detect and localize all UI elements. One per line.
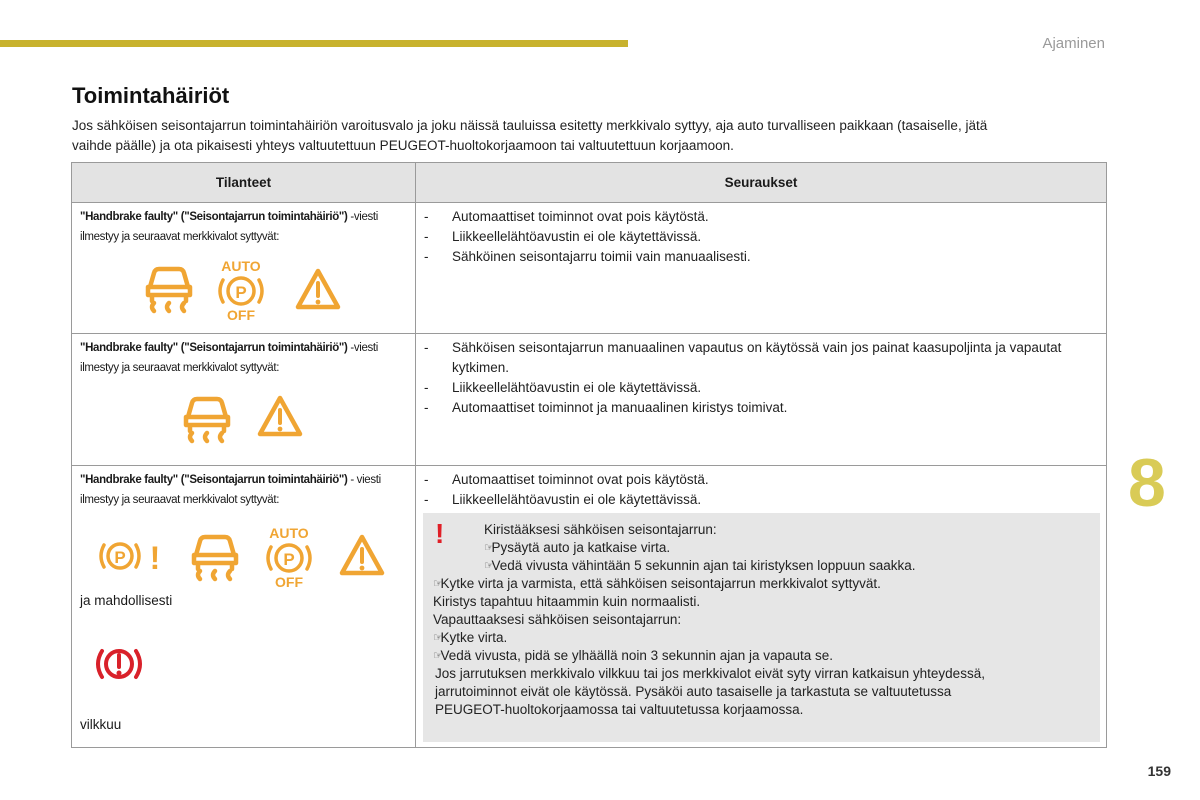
off-label: OFF — [275, 574, 303, 589]
header-accent-bar — [0, 40, 628, 47]
auto-label: AUTO — [221, 258, 261, 274]
note-line — [433, 575, 881, 593]
pointing-hand-icon: ☞ — [433, 632, 443, 644]
auto-off-brake-icon — [262, 525, 316, 589]
note-line: PEUGEOT-huoltokorjaamossa tai valtuutetussa korjaamossa. — [435, 702, 804, 717]
note-line — [433, 647, 833, 665]
situation-bold: "Handbrake faulty" ("Seisontajarrun toimintahäiriö") — [80, 474, 348, 486]
auto-label: AUTO — [269, 525, 309, 541]
column-header-consequences: Seuraukset — [724, 175, 798, 190]
situation-text — [80, 470, 410, 510]
list-item: - Automaattiset toiminnot ovat pois käytöstä. — [424, 207, 1096, 227]
chapter-number: 8 — [1128, 445, 1166, 521]
off-label: OFF — [227, 307, 255, 322]
note-line — [484, 539, 670, 557]
p-letter: P — [283, 550, 295, 569]
note-line — [433, 629, 507, 647]
row-divider — [72, 465, 1106, 466]
note-line: Vapauttaaksesi sähköisen seisontajarrun: — [433, 612, 682, 627]
situation-rest: - viesti ilmestyy ja seuraavat merkkivalot syttyvät: — [80, 474, 381, 506]
intro-line: Jos sähköisen seisontajarrun toimintahäiriön varoitusvalo ja joku näissä tauluissa esitetty merkkivalo syttyy, aja auto turvalliseen paikkaan (tasaiselle, jätä — [72, 118, 988, 133]
warning-triangle-icon — [256, 394, 304, 438]
flashing-label: vilkkuu — [80, 717, 122, 732]
pointing-hand-icon: ☞ — [484, 560, 494, 572]
note-line: jarrutoiminnot eivät ole käytössä. Pysäköi auto tasaiselle ja tarkastuta se valtuutetussa — [435, 684, 952, 699]
exclamation-mark: ! — [149, 540, 161, 576]
intro-line: vaihde päälle) ja ota pikaisesti yhteys valtuutettuun PEUGEOT-huoltokorjaamoon tai valtuutettuun korjaamoon. — [72, 138, 734, 153]
consequences-list — [424, 207, 1096, 267]
situation-text — [80, 338, 410, 378]
note-line-text: Vedä vivusta vähintään 5 sekunnin ajan tai kiristyksen loppuun saakka. — [491, 558, 916, 573]
note-line-text: Kytke virta. — [440, 630, 508, 645]
note-line: Kiristys tapahtuu hitaammin kuin normaalisti. — [433, 594, 701, 609]
list-item: - Liikkeellelähtöavustin ei ole käytettävissä. — [424, 490, 1096, 510]
p-letter: P — [114, 548, 126, 567]
brake-warning-red-icon — [92, 643, 146, 685]
list-item: - Sähköisen seisontajarrun manuaalinen vapautus on käytössä vain jos painat kaasupoljinta ja vapautat kytkimen. — [424, 338, 1096, 378]
list-item: - Liikkeellelähtöavustin ei ole käytettävissä. — [424, 227, 1096, 247]
auto-off-brake-icon — [214, 258, 268, 322]
warning-triangle-icon — [338, 533, 386, 577]
situation-bold: "Handbrake faulty" ("Seisontajarrun toimintahäiriö") — [80, 342, 348, 354]
row-divider — [72, 333, 1106, 334]
warning-triangle-icon — [294, 267, 342, 311]
brake-fault-icon — [98, 535, 164, 577]
situation-rest: -viesti ilmestyy ja seuraavat merkkivalot syttyvät: — [80, 342, 378, 374]
note-line-text: Kytke virta ja varmista, että sähköisen seisontajarrun merkkivalot syttyvät. — [440, 576, 881, 591]
and-possibly-label: ja mahdollisesti — [80, 593, 173, 608]
stability-control-icon — [178, 393, 236, 445]
fault-table — [71, 162, 1107, 748]
section-name: Ajaminen — [1042, 35, 1105, 52]
intro-paragraph — [72, 116, 1132, 156]
pointing-hand-icon: ☞ — [484, 542, 494, 554]
instruction-note-box — [423, 513, 1100, 742]
note-line — [484, 557, 916, 575]
list-item: - Liikkeellelähtöavustin ei ole käytettävissä. — [424, 378, 1096, 398]
list-item: - Sähköinen seisontajarru toimii vain manuaalisesti. — [424, 247, 1096, 267]
situation-text — [80, 207, 410, 247]
column-divider — [415, 163, 416, 747]
warning-exclamation-icon: ! — [435, 518, 445, 549]
consequences-list — [424, 470, 1096, 510]
p-letter: P — [235, 283, 247, 302]
stability-control-icon — [140, 263, 198, 315]
stability-control-icon — [186, 531, 244, 583]
pointing-hand-icon: ☞ — [433, 650, 443, 662]
consequences-list — [424, 338, 1096, 418]
note-line-text: Vedä vivusta, pidä se ylhäällä noin 3 sekunnin ajan ja vapauta se. — [440, 648, 834, 663]
note-line: Jos jarrutuksen merkkivalo vilkkuu tai jos merkkivalot eivät syty virran katkaisun yhteydessä, — [435, 666, 985, 681]
note-line-text: Pysäytä auto ja katkaise virta. — [491, 540, 671, 555]
column-header-situations: Tilanteet — [215, 175, 272, 190]
pointing-hand-icon: ☞ — [433, 578, 443, 590]
note-line: Kiristääksesi sähköisen seisontajarrun: — [484, 522, 717, 537]
table-header — [72, 163, 1106, 203]
page-title: Toimintahäiriöt — [72, 83, 230, 108]
page-number: 159 — [1147, 763, 1171, 779]
situation-bold: "Handbrake faulty" ("Seisontajarrun toimintahäiriö") — [80, 211, 348, 223]
list-item: - Automaattiset toiminnot ja manuaalinen kiristys toimivat. — [424, 398, 1096, 418]
list-item: - Automaattiset toiminnot ovat pois käytöstä. — [424, 470, 1096, 490]
situation-rest: -viesti ilmestyy ja seuraavat merkkivalot syttyvät: — [80, 211, 378, 243]
